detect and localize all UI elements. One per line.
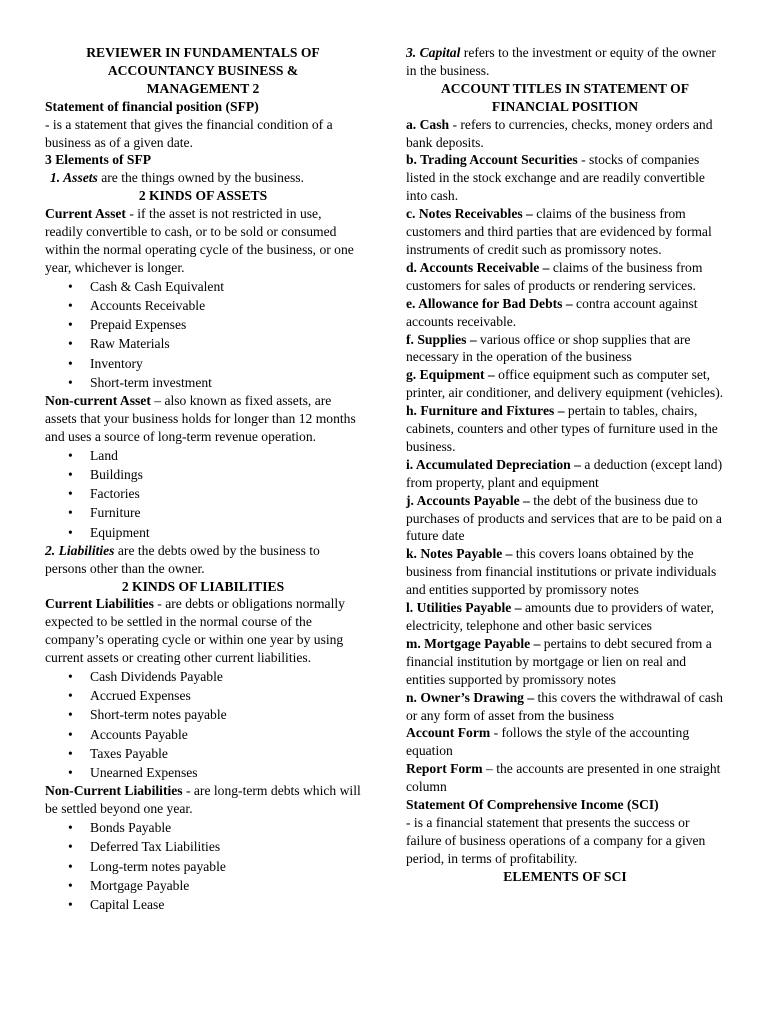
- kinds-of-liabilities-heading: 2 KINDS OF LIABILITIES: [121, 578, 285, 594]
- liabilities-paragraph: [45, 542, 361, 578]
- account-term: g. Equipment –: [406, 367, 495, 383]
- account-entry: [406, 205, 724, 259]
- kinds-of-assets-heading: 2 KINDS OF ASSETS: [138, 188, 268, 204]
- liabilities-definition: are the debts owed by the business to persons other than the owner.: [45, 542, 320, 576]
- sfp-elements-heading: 3 Elements of SFP: [45, 152, 152, 168]
- account-term: l. Utilities Payable –: [406, 600, 522, 616]
- account-term: a. Cash: [406, 116, 450, 132]
- list-item: • Inventory: [90, 354, 361, 373]
- document-title: [45, 44, 361, 98]
- report-form-definition: – the accounts are presented in one straight column: [406, 761, 721, 795]
- account-definition: this covers loans obtained by the business from financial institutions or private individuals and entities supported by promissory notes: [406, 546, 717, 598]
- account-form-term: Account Form: [406, 725, 491, 741]
- account-definition: amounts due to providers of water, electricity, telephone and other basic services: [406, 600, 714, 633]
- noncurrent-liabilities-term: Non-Current Liabilities: [45, 783, 183, 799]
- noncurrent-liabilities-paragraph: [45, 782, 361, 818]
- list-item: • Cash Dividends Payable: [90, 667, 361, 686]
- account-term: j. Accounts Payable –: [406, 492, 530, 508]
- list-item: • Short-term investment: [90, 373, 361, 392]
- current-liabilities-list: [45, 667, 361, 782]
- noncurrent-liabilities-list: [45, 818, 361, 914]
- account-term: m. Mortgage Payable –: [406, 635, 541, 651]
- account-form-paragraph: [406, 724, 724, 760]
- current-liabilities-term: Current Liabilities: [45, 596, 154, 612]
- noncurrent-asset-term: Non-current Asset: [45, 393, 151, 408]
- list-item: • Unearned Expenses: [90, 763, 361, 782]
- list-item: • Equipment: [90, 523, 361, 542]
- list-item: • Deferred Tax Liabilities: [90, 837, 361, 856]
- noncurrent-asset-list: [45, 446, 361, 542]
- list-item: • Raw Materials: [90, 334, 361, 353]
- list-item: • Buildings: [90, 465, 361, 484]
- current-liabilities-definition: - are debts or obligations normally expected to be settled in the normal course of the company’s operating cycle or within one year by using current assets or creating other current liabilities.: [45, 596, 345, 666]
- account-term: k. Notes Payable –: [406, 546, 513, 562]
- current-asset-definition: - if the asset is not restricted in use, readily convertible to cash, or to be sold or consumed within the normal operating cycle of the business, or one year, whichever is longer.: [45, 206, 354, 275]
- account-definition: office equipment such as computer set, printer, air conditioner, and delivery equipment (vehicles).: [406, 367, 724, 401]
- list-item: • Bonds Payable: [90, 818, 361, 837]
- sci-definition: - is a financial statement that presents the success or failure of business operations of a company for a given period, in terms of profitability.: [406, 814, 706, 866]
- account-titles-heading: [406, 80, 724, 116]
- list-item: • Cash & Cash Equivalent: [90, 277, 361, 296]
- account-entry: [406, 259, 724, 295]
- current-asset-paragraph: [45, 205, 361, 277]
- account-entry: [406, 599, 724, 635]
- account-definition: - refers to currencies, checks, money orders and bank deposits.: [406, 116, 713, 150]
- account-definition: various office or shop supplies that are necessary in the operation of the business: [406, 331, 691, 365]
- sfp-heading: Statement of financial position (SFP): [45, 98, 259, 114]
- account-entry: [406, 116, 724, 152]
- report-form-term: Report Form: [406, 761, 483, 777]
- account-definition: pertain to tables, chairs, cabinets, counters and other types of furniture used in the business.: [406, 403, 718, 454]
- account-entry: [406, 545, 724, 599]
- heading-line: ACCOUNT TITLES IN STATEMENT OF: [440, 80, 690, 96]
- account-entry: [406, 635, 724, 689]
- account-entry: [406, 366, 724, 402]
- account-entry: [406, 151, 724, 205]
- account-entry: [406, 492, 724, 546]
- current-asset-list: [45, 277, 361, 392]
- account-term: c. Notes Receivables –: [406, 206, 533, 222]
- list-item: • Long-term notes payable: [90, 857, 361, 876]
- account-definition: pertains to debt secured from a financial institution by mortgage or lien on real and entities supported by promissory notes: [406, 635, 712, 687]
- list-item: • Prepaid Expenses: [90, 315, 361, 334]
- capital-definition: refers to the investment or equity of the owner in the business.: [406, 45, 716, 78]
- list-item: • Mortgage Payable: [90, 876, 361, 895]
- title-line: REVIEWER IN FUNDAMENTALS OF: [86, 45, 320, 60]
- capital-term: 3. Capital: [406, 45, 461, 60]
- account-term: h. Furniture and Fixtures –: [406, 403, 565, 419]
- assets-paragraph: [45, 169, 361, 187]
- current-liabilities-paragraph: [45, 595, 361, 667]
- list-item: • Accrued Expenses: [90, 686, 361, 705]
- elements-of-sci-heading: ELEMENTS OF SCI: [503, 868, 627, 884]
- account-term: b. Trading Account Securities: [406, 152, 578, 168]
- account-definition: a deduction (except land) from property, plant and equipment: [406, 456, 723, 490]
- account-term: e. Allowance for Bad Debts –: [406, 295, 573, 311]
- account-entry: [406, 295, 724, 331]
- account-definition: - stocks of companies listed in the stock exchange and are readily convertible into cash.: [406, 152, 705, 204]
- report-form-paragraph: [406, 760, 724, 796]
- account-definition: claims of the business from customers and third parties that are evidenced by formal instruments of credit such as promissory notes.: [406, 206, 712, 257]
- account-entry: [406, 456, 724, 492]
- assets-term: 1. Assets: [50, 170, 98, 186]
- account-form-definition: - follows the style of the accounting equation: [406, 725, 690, 759]
- account-entry: [406, 402, 724, 456]
- list-item: • Short-term notes payable: [90, 705, 361, 724]
- account-definition: claims of the business from customers for sales of products or rendering services.: [406, 259, 703, 293]
- list-item: • Land: [90, 446, 361, 465]
- current-asset-term: Current Asset: [45, 206, 126, 222]
- account-entry: [406, 331, 724, 367]
- left-column: [45, 44, 361, 914]
- list-item: • Accounts Receivable: [90, 296, 361, 315]
- sci-heading: Statement Of Comprehensive Income (SCI): [406, 797, 659, 813]
- sfp-definition: - is a statement that gives the financial condition of a business as of a given date.: [45, 116, 333, 150]
- title-line: ACCOUNTANCY BUSINESS &: [107, 62, 299, 78]
- liabilities-term: 2. Liabilities: [45, 542, 115, 558]
- account-definition: contra account against accounts receivable.: [406, 295, 698, 329]
- account-definition: this covers the withdrawal of cash or any form of asset from the business: [406, 689, 723, 723]
- account-term: n. Owner’s Drawing –: [406, 689, 535, 705]
- capital-paragraph: [406, 44, 724, 80]
- title-line: MANAGEMENT 2: [146, 80, 260, 96]
- account-entry: [406, 689, 724, 725]
- assets-definition: are the things owned by the business.: [97, 170, 304, 186]
- list-item: • Taxes Payable: [90, 744, 361, 763]
- heading-line: FINANCIAL POSITION: [491, 98, 639, 114]
- noncurrent-asset-definition: – also known as fixed assets, are assets that your business holds for longer than 12 months and uses a source of long-term revenue operation.: [45, 393, 356, 444]
- noncurrent-asset-paragraph: [45, 392, 361, 446]
- account-term: d. Accounts Receivable –: [406, 259, 550, 275]
- list-item: • Accounts Payable: [90, 725, 361, 744]
- account-term: f. Supplies –: [406, 331, 477, 347]
- list-item: • Furniture: [90, 503, 361, 522]
- list-item: • Capital Lease: [90, 895, 361, 914]
- noncurrent-liabilities-definition: - are long-term debts which will be settled beyond one year.: [45, 783, 361, 817]
- list-item: • Factories: [90, 484, 361, 503]
- account-term: i. Accumulated Depreciation –: [406, 456, 581, 472]
- right-column: [406, 44, 724, 886]
- account-definition: the debt of the business due to purchases of products and services that are to be paid on a future date: [406, 492, 722, 544]
